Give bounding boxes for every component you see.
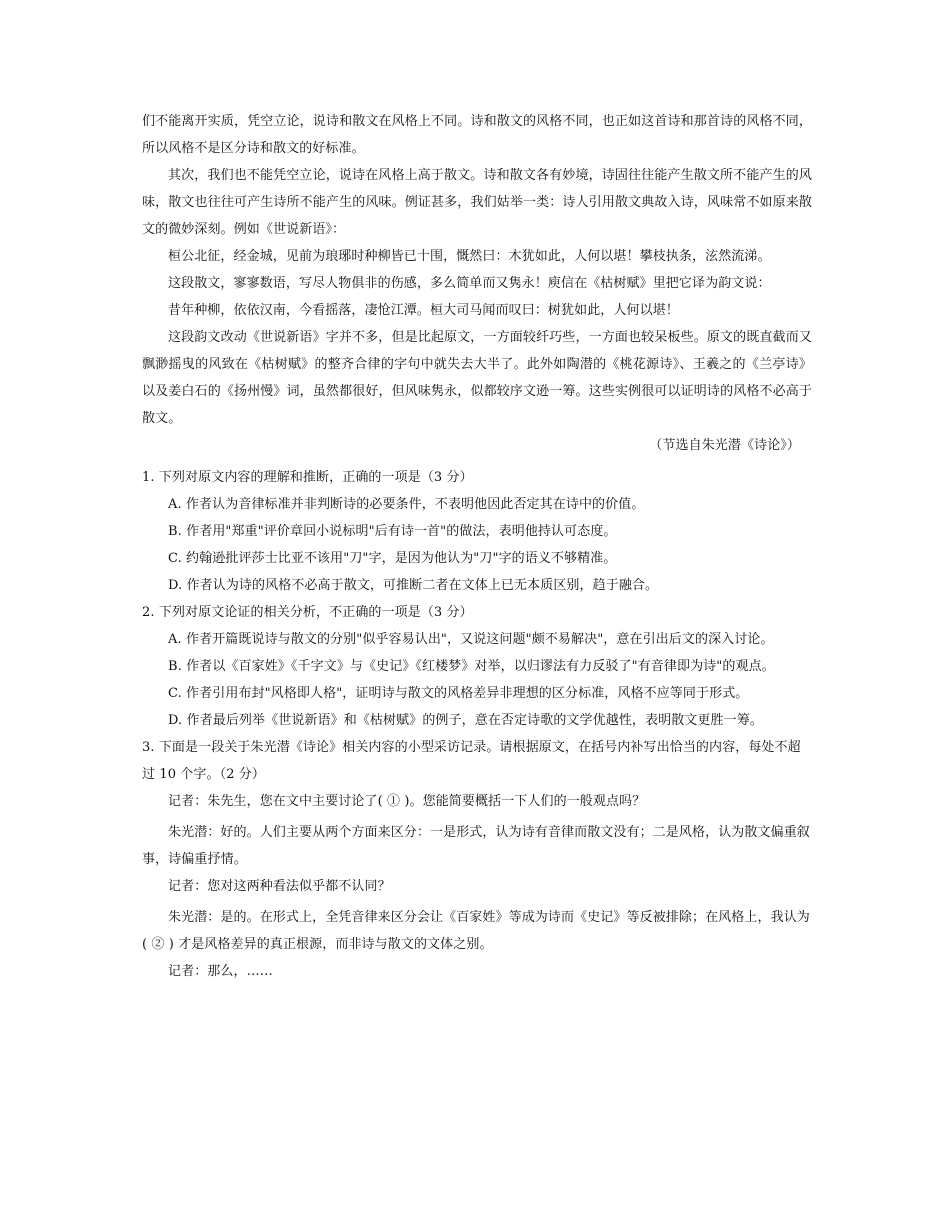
quote-commentary: 这段散文，寥寥数语，写尽人物俱非的伤感，多么简单而又隽永！庾信在《枯树赋》里把它译为韵文说：	[168, 276, 771, 291]
document-content	[142, 108, 812, 985]
question-1-option-a: A. 作者认为音律标准并非判断诗的必要条件，不表明他因此否定其在诗中的价值。	[168, 497, 645, 512]
passage-source: （节选自朱光潜《诗论》）	[649, 438, 800, 453]
interview-line-5: 记者：那么，……	[168, 964, 273, 979]
question-2-option-a: A. 作者开篇既说诗与散文的分别"似乎容易认出"，又说这问题"颇不易解决"，意在引出后文的深入讨论。	[168, 632, 774, 647]
interview-line-4: 朱光潜：是的。在形式上，全凭音律来区分会让《百家姓》等成为诗而《史记》等反被排除；在风格上，我认为( ② ) 才是风格差异的真正根源，而非诗与散文的文体之别。	[142, 910, 810, 952]
interview-line-2: 朱光潜：好的。人们主要从两个方面来区分：一是形式，认为诗有音律而散文没有；二是风格，认为散文偏重叙事，诗偏重抒情。	[142, 825, 810, 867]
question-3-stem: 3. 下面是一段关于朱光潜《诗论》相关内容的小型采访记录。请根据原文，在括号内补写出恰当的内容，每处不超过 10 个字。（2 分）	[142, 740, 801, 782]
question-2-option-b: B. 作者以《百家姓》《千字文》与《史记》《红楼梦》对举，以归谬法有力反驳了"有音律即为诗"的观点。	[168, 659, 775, 674]
question-2-option-d: D. 作者最后列举《世说新语》和《枯树赋》的例子，意在否定诗歌的文学优越性，表明散文更胜一筹。	[168, 713, 763, 728]
quote-shishuo: 桓公北征，经金城，见前为琅琊时种柳皆已十围，慨然曰：木犹如此，人何以堪！攀枝执条，泫然流涕。	[168, 249, 771, 264]
passage-paragraph-1: 们不能离开实质，凭空立论，说诗和散文在风格上不同。诗和散文的风格不同，也正如这首诗和那首诗的风格不同，所以风格不是区分诗和散文的好标准。	[142, 114, 812, 156]
question-2-option-c: C. 作者引用布封"风格即人格"，证明诗与散文的风格差异非理想的区分标准，风格不应等同于形式。	[168, 686, 749, 701]
question-1-option-c: C. 约翰逊批评莎士比亚不该用"刀"字，是因为他认为"刀"字的语义不够精准。	[168, 551, 617, 566]
question-2-stem: 2. 下列对原文论证的相关分析，不正确的一项是（3 分）	[142, 605, 473, 620]
quote-kushufu: 昔年种柳，依依汉南，今看摇落，凄怆江潭。桓大司马闻而叹曰：树犹如此，人何以堪！	[168, 303, 679, 318]
interview-line-3: 记者：您对这两种看法似乎都不认同？	[168, 879, 391, 894]
passage-paragraph-3: 这段韵文改动《世说新语》字并不多，但是比起原文，一方面较纤巧些，一方面也较呆板些。原文的既直截而又飘渺摇曳的风致在《枯树赋》的整齐合律的字句中就失去大半了。此外如陶潜的《桃花源诗》、王羲之的《兰亭诗》以及姜白石的《扬州慢》词，虽然都很好，但风味隽永，似都较序文逊一筹。这些实例很可以证明诗的风格不必高于散文。	[142, 330, 812, 426]
passage-paragraph-2: 其次，我们也不能凭空立论，说诗在风格上高于散文。诗和散文各有妙境，诗固往往能产生散文所不能产生的风味，散文也往往可产生诗所不能产生的风味。例证甚多，我们姑举一类：诗人引用散文典故入诗，风味常不如原来散文的微妙深刻。例如《世说新语》：	[142, 168, 812, 237]
question-1-stem: 1. 下列对原文内容的理解和推断，正确的一项是（3 分）	[142, 470, 473, 485]
question-1-option-b: B. 作者用"郑重"评价章回小说标明"后有诗一首"的做法，表明他持认可态度。	[168, 524, 617, 539]
question-1-option-d: D. 作者认为诗的风格不必高于散文，可推断二者在文体上已无本质区别，趋于融合。	[168, 578, 659, 593]
interview-line-1: 记者：朱先生，您在文中主要讨论了( ① )。您能简要概括一下人们的一般观点吗？	[168, 794, 646, 809]
